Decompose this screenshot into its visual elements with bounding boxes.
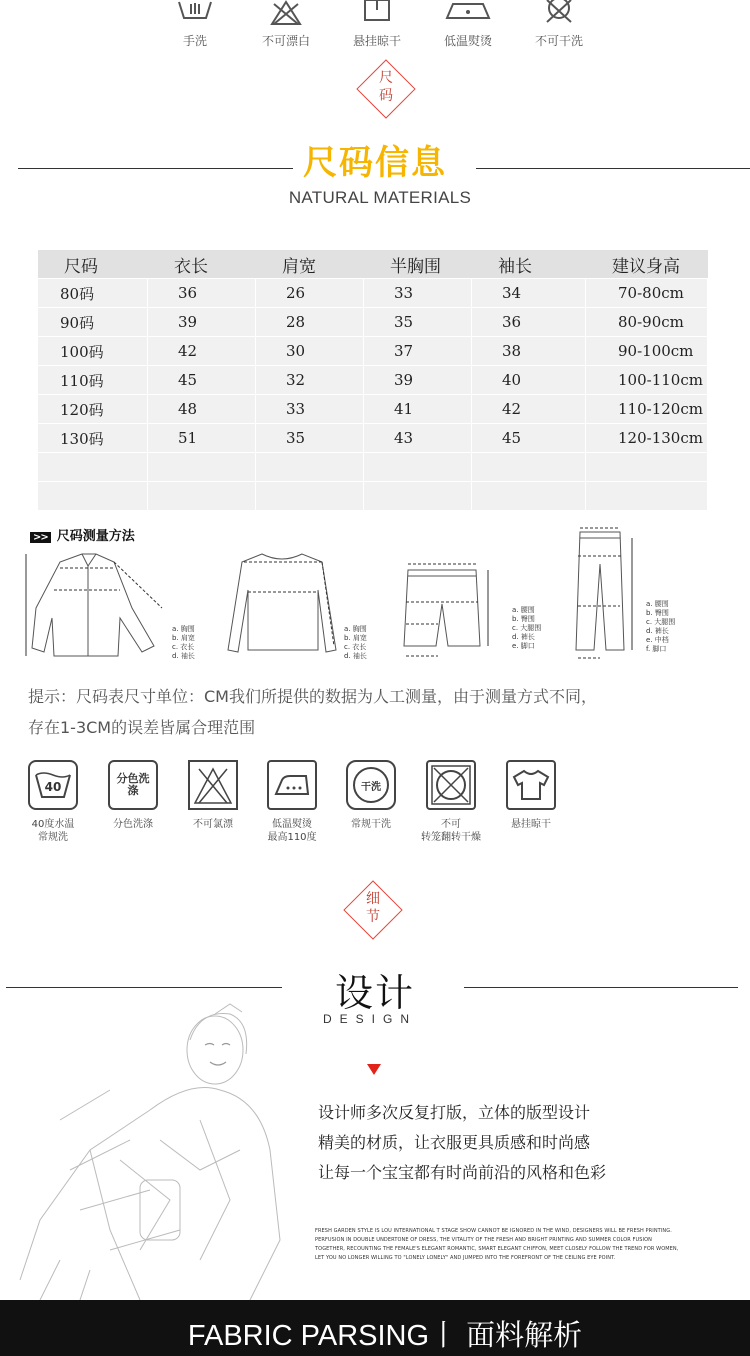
- design-title: 设计: [334, 971, 415, 1015]
- legend-item: d. 裤长: [512, 633, 535, 641]
- no-tumble-dry-icon: [514, 0, 604, 48]
- care-label: 最高110度: [267, 832, 317, 843]
- english-line: TOGETHER, RECOUNTING THE FEMALE'S ELEGANT ROMANTIC, SMART ELEGANT CHIFFON, MEET CLOSELY FOLLOW THE TREND FOR WOMEN,: [315, 1246, 679, 1252]
- table-cell: 90-100cm: [586, 336, 708, 365]
- table-row-empty: [38, 481, 708, 510]
- legend-item: b. 肩宽: [344, 634, 367, 642]
- care-label: 不可漂白: [261, 34, 310, 48]
- shirt-legend: [172, 625, 195, 661]
- wash-40-icon: [18, 760, 88, 844]
- shorts-legend: [512, 606, 541, 651]
- care-label: 常规干洗: [351, 819, 391, 830]
- hang-dry-icon: [332, 0, 422, 48]
- table-cell: 36: [472, 307, 586, 336]
- english-line: FRESH GARDEN STYLE IS LOU INTERNATIONAL T STAGE SHOW CANNOT BE IGNORED IN THE WIND, DESIGNERS WILL BE FRESH PRINTING.: [315, 1228, 672, 1234]
- design-line-1: 设计师多次反复打版，立体的版型设计: [318, 1103, 591, 1122]
- wash-temp: 40: [44, 780, 62, 794]
- pants-legend: [646, 600, 675, 654]
- detail-badge: [343, 880, 403, 940]
- design-english-text: [315, 1227, 685, 1263]
- table-cell: 40: [472, 365, 586, 394]
- table-cell: 39: [148, 307, 256, 336]
- tip-line-1: 提示：尺码表尺寸单位：CM我们所提供的数据为人工测量，由于测量方式不同，: [28, 687, 597, 706]
- table-cell: 45: [472, 423, 586, 452]
- legend-item: b. 臀围: [512, 615, 535, 623]
- care-label: 不可: [441, 819, 461, 830]
- size-section-subtitle: NATURAL MATERIALS: [288, 188, 472, 207]
- table-cell: 42: [148, 336, 256, 365]
- design-subtitle: DESIGN: [322, 1012, 417, 1026]
- design-line-3: 让每一个宝宝都有时尚前沿的风格和色彩: [318, 1163, 607, 1182]
- table-row: [38, 365, 708, 394]
- table-row-empty: [38, 452, 708, 481]
- care-label: 手洗: [182, 34, 207, 48]
- care-label: 常规洗: [38, 832, 68, 843]
- table-cell: 43: [364, 423, 472, 452]
- hand-wash-icon: [150, 0, 240, 48]
- care-label: 低温熨烫: [443, 34, 492, 48]
- table-row: [38, 278, 708, 307]
- table-cell: 51: [148, 423, 256, 452]
- col-header: 尺码: [38, 250, 148, 278]
- shorts-diagram: [398, 552, 498, 664]
- legend-item: d. 袖长: [344, 652, 367, 660]
- shirt-diagram: [22, 548, 182, 660]
- table-row: [38, 307, 708, 336]
- col-header: 半胸围: [364, 250, 472, 278]
- no-bleach-icon: [241, 0, 331, 48]
- care-label: 低温熨烫: [272, 819, 312, 830]
- table-cell: 90码: [38, 307, 148, 336]
- care-label: 40度水温: [31, 819, 75, 830]
- table-cell: 110码: [38, 365, 148, 394]
- dry-clean-symbol: 干洗: [353, 767, 389, 803]
- separate-wash-symbol: 分色洗涤: [108, 760, 158, 810]
- table-cell: 80-90cm: [586, 307, 708, 336]
- care-label: 悬挂晾干: [352, 34, 401, 48]
- table-cell: 36: [148, 278, 256, 307]
- iron-110-icon: [257, 760, 327, 844]
- table-cell: 48: [148, 394, 256, 423]
- table-header-row: [38, 250, 708, 278]
- legend-item: c. 大腿围: [646, 618, 676, 626]
- table-cell: 42: [472, 394, 586, 423]
- table-cell: 100-110cm: [586, 365, 708, 394]
- table-cell: 33: [256, 394, 364, 423]
- care-label: 不可干洗: [534, 34, 583, 48]
- table-cell: 37: [364, 336, 472, 365]
- legend-item: d. 袖长: [172, 652, 195, 660]
- table-cell: 120-130cm: [586, 423, 708, 452]
- table-cell: 45: [148, 365, 256, 394]
- design-line-2: 精美的材质，让衣服更具质感和时尚感: [318, 1133, 591, 1152]
- table-cell: 100码: [38, 336, 148, 365]
- legend-item: b. 臀围: [646, 609, 669, 617]
- table-cell: 70-80cm: [586, 278, 708, 307]
- col-header: 建议身高: [586, 250, 708, 278]
- legend-item: c. 大腿围: [512, 624, 542, 632]
- table-cell: 130码: [38, 423, 148, 452]
- col-header: 衣长: [148, 250, 256, 278]
- table-cell: 35: [364, 307, 472, 336]
- legend-item: c. 衣长: [344, 643, 367, 651]
- care-label: 悬挂晾干: [511, 819, 551, 830]
- table-cell: 39: [364, 365, 472, 394]
- no-chlorine-icon: [178, 760, 248, 831]
- fabric-parsing-heading: FABRIC PARSING丨 面料解析: [187, 1320, 583, 1352]
- table-cell: 30: [256, 336, 364, 365]
- badge-char: 细: [366, 891, 380, 907]
- table-cell: 41: [364, 394, 472, 423]
- care-label: 不可氯漂: [193, 819, 233, 830]
- double-arrow-icon: >>: [30, 532, 51, 543]
- red-triangle-icon: [367, 1064, 381, 1075]
- legend-item: a. 胸围: [344, 625, 367, 633]
- legend-item: a. 胸围: [172, 625, 195, 633]
- child-sketch-image: [0, 1000, 300, 1300]
- table-cell: 34: [472, 278, 586, 307]
- table-cell: 28: [256, 307, 364, 336]
- table-cell: 33: [364, 278, 472, 307]
- legend-item: a. 腰围: [646, 600, 669, 608]
- col-header: 肩宽: [256, 250, 364, 278]
- english-line: LET YOU NO LONGER WILLING TO "LONELY LONELY" AND JUMPED INTO THE FOREFRONT OF THE CEILING EYE POINT.: [315, 1255, 616, 1261]
- separate-wash-icon: [98, 760, 168, 831]
- legend-item: f. 脚口: [646, 645, 667, 653]
- sweater-diagram: [222, 550, 347, 660]
- table-cell: 38: [472, 336, 586, 365]
- hang-dry-shirt-icon: [496, 760, 566, 831]
- legend-item: d. 裤长: [646, 627, 669, 635]
- care-label: 转笼翻转干燥: [421, 832, 481, 843]
- table-row: [38, 336, 708, 365]
- table-cell: 26: [256, 278, 364, 307]
- badge-char: 码: [379, 88, 393, 104]
- legend-item: c. 衣长: [172, 643, 195, 651]
- table-row: [38, 394, 708, 423]
- badge-char: 尺: [379, 70, 393, 86]
- table-cell: 35: [256, 423, 364, 452]
- dry-clean-icon: [336, 760, 406, 831]
- size-section-title: 尺码信息: [303, 143, 447, 183]
- badge-char: 节: [366, 909, 380, 925]
- table-row: [38, 423, 708, 452]
- care-label: 分色洗涤: [113, 819, 153, 830]
- no-tumble-icon: [416, 760, 486, 844]
- col-header: 袖长: [472, 250, 586, 278]
- measure-heading: [30, 525, 135, 544]
- table-cell: 80码: [38, 278, 148, 307]
- table-cell: 120码: [38, 394, 148, 423]
- size-table: [38, 250, 708, 510]
- pants-diagram: [570, 524, 650, 664]
- english-line: PERFUSION IN DOUBLE UNDERTONE OF DRESS, THE VITALITY OF THE FRESH AND BRIGHT PRINTING AND SUMMER COLOR FUSION: [315, 1237, 652, 1243]
- legend-item: e. 脚口: [512, 642, 535, 650]
- legend-item: a. 腰围: [512, 606, 535, 614]
- size-badge: [356, 59, 416, 119]
- table-cell: 110-120cm: [586, 394, 708, 423]
- tip-line-2: 存在1-3CM的误差皆属合理范围: [28, 718, 256, 737]
- table-cell: 32: [256, 365, 364, 394]
- legend-item: e. 中档: [646, 636, 669, 644]
- legend-item: b. 肩宽: [172, 634, 195, 642]
- measure-heading-text: 尺码测量方法: [56, 529, 135, 544]
- low-iron-icon: [423, 0, 513, 48]
- top-care-icons: [0, 0, 750, 60]
- sweater-legend: [344, 625, 367, 661]
